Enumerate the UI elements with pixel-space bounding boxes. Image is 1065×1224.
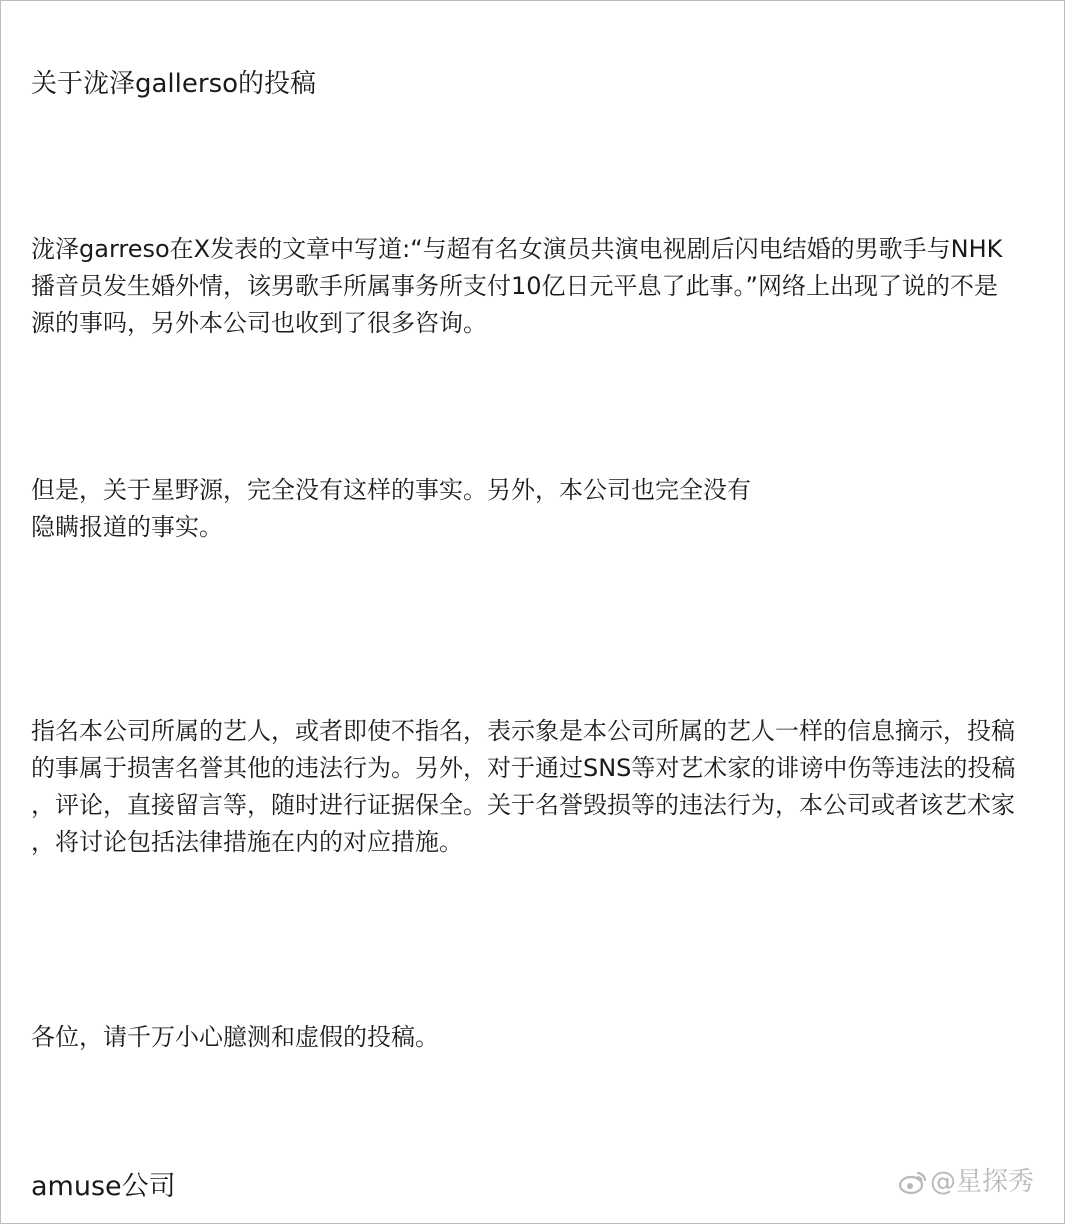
paragraph-line: 但是，关于星野源，完全没有这样的事实。另外，本公司也完全没有 (31, 476, 751, 504)
paragraph-line: 播音员发生婚外情，该男歌手所属事务所支付10亿日元平息了此事。”网络上出现了说的不是 (31, 272, 998, 300)
paragraph-statement (31, 231, 1002, 342)
paragraph-line: 各位，请千万小心臆测和虚假的投稿。 (31, 1023, 439, 1051)
paragraph-line: 源的事吗，另外本公司也收到了很多咨询。 (31, 309, 487, 337)
weibo-logo-icon (898, 1169, 928, 1195)
paragraph-line: 指名本公司所属的艺人，或者即使不指名，表示象是本公司所属的艺人一样的信息摘示，投稿 (31, 717, 1015, 745)
signature: amuse公司 (31, 1171, 176, 1202)
paragraph-denial (31, 472, 751, 546)
watermark-text: @星探秀 (929, 1167, 1034, 1197)
paragraph-line: ，评论，直接留言等，随时进行证据保全。关于名誉毁损等的违法行为，本公司或者该艺术家 (31, 791, 1015, 819)
paragraph-line: 泷泽garreso在X发表的文章中写道:“与超有名女演员共演电视剧后闪电结婚的男歌手与NHK (31, 235, 1003, 263)
document-title: 关于泷泽gallerso的投稿 (31, 69, 317, 99)
paragraph-closing (31, 1019, 439, 1056)
paragraph-line: 隐瞒报道的事实。 (31, 513, 223, 541)
paragraph-legal-notice (31, 713, 1015, 861)
watermark (898, 1165, 1034, 1199)
paragraph-line: 的事属于损害名誉其他的违法行为。另外，对于通过SNS等对艺术家的诽谤中伤等违法的投稿 (31, 754, 1016, 782)
paragraph-line: ，将讨论包括法律措施在内的对应措施。 (31, 828, 463, 856)
